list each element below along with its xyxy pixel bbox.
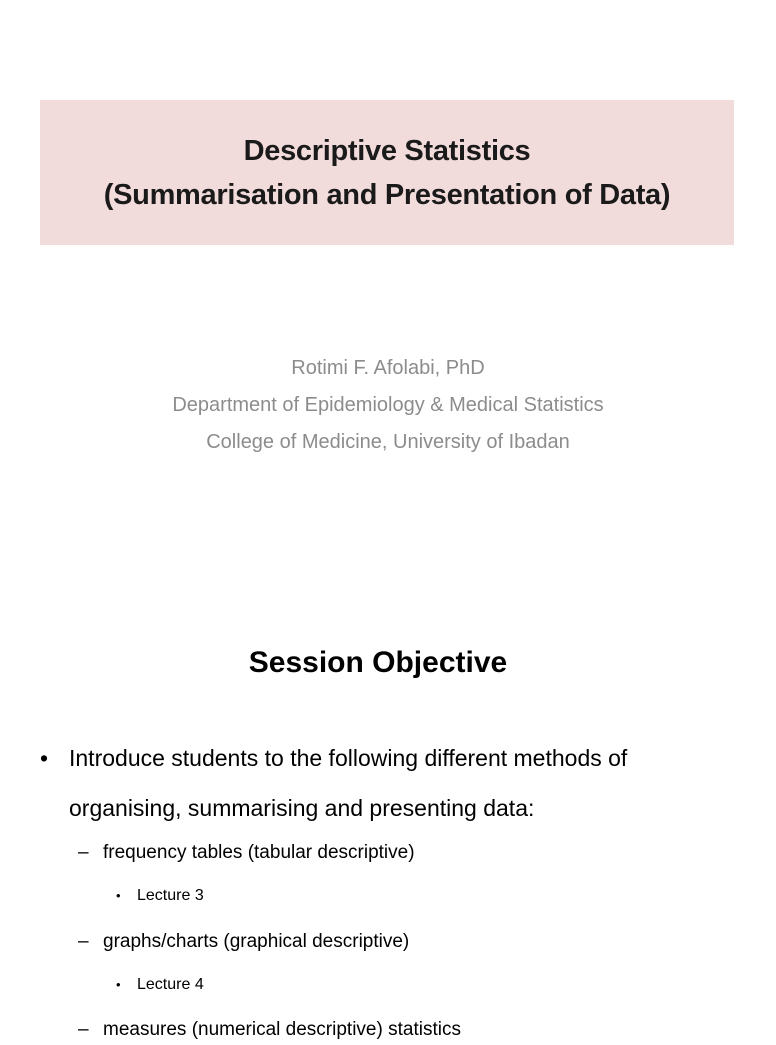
bullet-mark: • [40,745,49,771]
dash-mark: – [78,842,89,863]
sub-list-item [116,973,204,997]
list-item [78,927,738,957]
list-item-label: measures (numerical descriptive) statistics [103,1019,461,1040]
slide-title: Session Objective [248,646,508,679]
sub-bullet-mark: • [116,888,121,903]
list-item [78,1015,738,1045]
list-item [78,838,738,868]
dash-mark: – [78,1019,89,1040]
sub-list-item [116,884,204,908]
author-department: Department of Epidemiology & Medical Statistics [172,394,604,416]
sub-list-item-label: Lecture 4 [137,976,204,993]
list-item-label: graphs/charts (graphical descriptive) [103,931,410,952]
list-item-label: frequency tables (tabular descriptive) [103,842,415,863]
title-box [40,100,734,245]
slide-title-line-2: (Summarisation and Presentation of Data) [103,178,671,211]
sub-list-item-label: Lecture 3 [137,887,204,904]
sub-bullet-mark: • [116,977,121,992]
bullet-intro [40,733,730,833]
bullet-intro-text: Introduce students to the following different methods of organising, summarising and presenting data: [69,745,628,821]
objective-slide [0,545,768,1040]
author-institution: College of Medicine, University of Ibadan [206,431,570,453]
author-block [0,350,776,461]
dash-mark: – [78,931,89,952]
author-name: Rotimi F. Afolabi, PhD [291,357,485,379]
slide-title-line-1: Descriptive Statistics [243,134,531,167]
